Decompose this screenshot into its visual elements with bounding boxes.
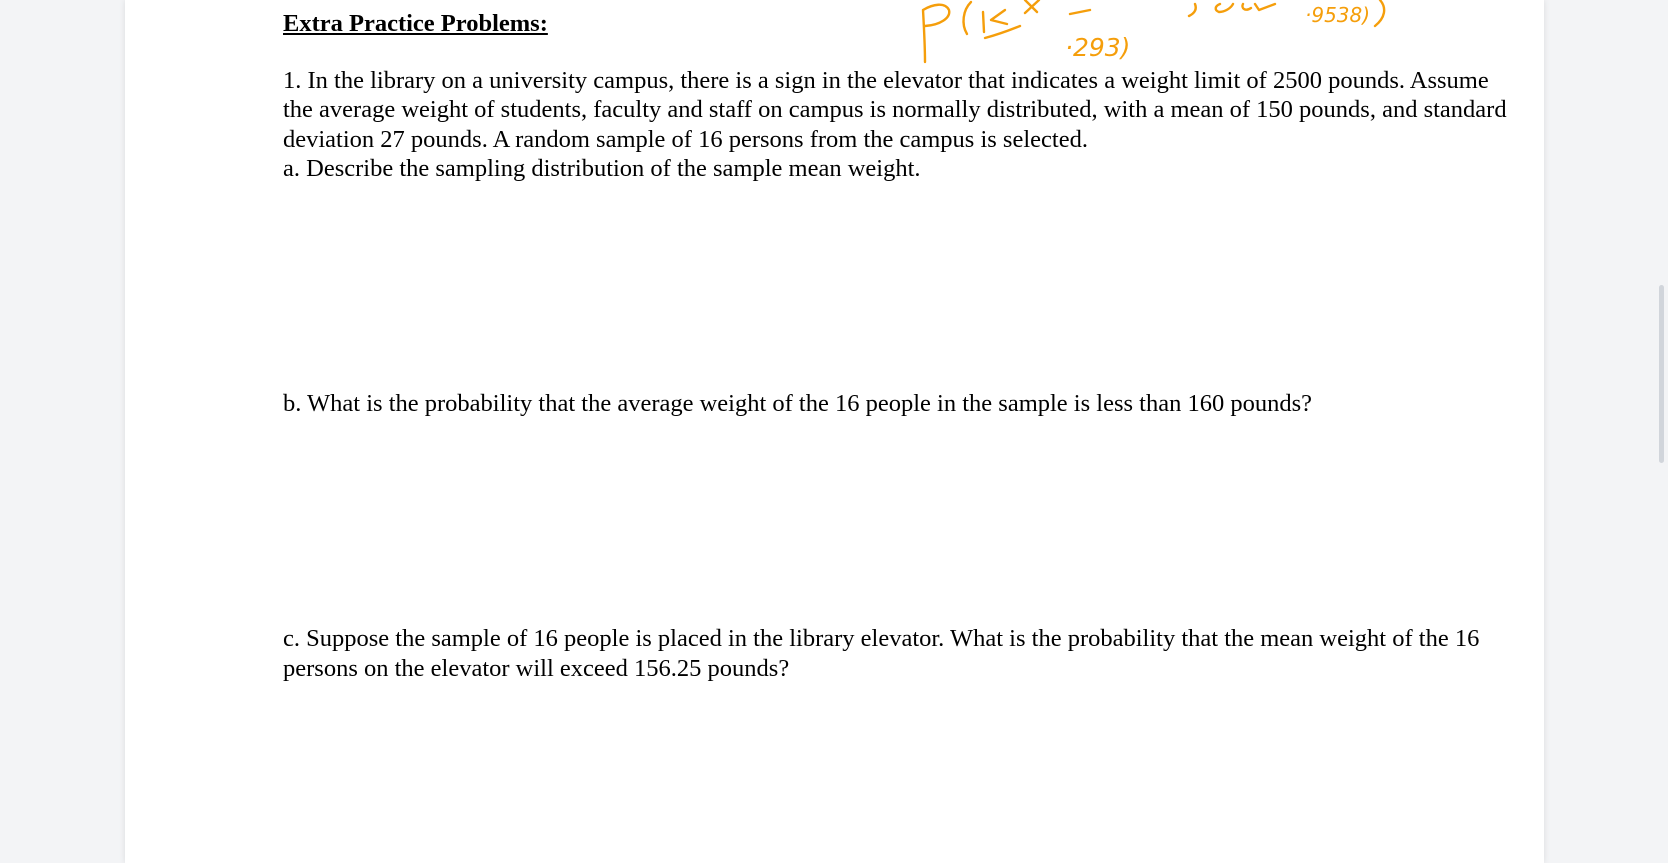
document-content	[283, 8, 1509, 683]
document-page	[125, 0, 1544, 863]
scrollbar[interactable]	[1654, 0, 1668, 863]
ink-value-293: ·293)	[1065, 33, 1131, 62]
problem-1-part-a: a. Describe the sampling distribution of the sample mean weight.	[283, 154, 921, 182]
problem-1-text: 1. In the library on a university campus, there is a sign in the elevator that indicates a weight limit of 2500 pounds. Assume the average weight of students, faculty and staff on campus is normally distributed, with a mean of 150 pounds, and standard deviation 27 pounds. A random sample of 16 persons from the campus is selected.	[283, 67, 1507, 153]
problem-1-part-c: c. Suppose the sample of 16 people is placed in the library elevator. What is the probability that the mean weight of the 16 persons on the elevator will exceed 156.25 pounds?	[283, 625, 1480, 682]
page-title: Extra Practice Problems:	[283, 10, 548, 37]
ink-value-9538: ·9538)	[1305, 3, 1371, 27]
problem-1-part-b: b. What is the probability that the average weight of the 16 people in the sample is less than 160 pounds?	[283, 390, 1312, 418]
scrollbar-thumb[interactable]	[1659, 285, 1664, 463]
